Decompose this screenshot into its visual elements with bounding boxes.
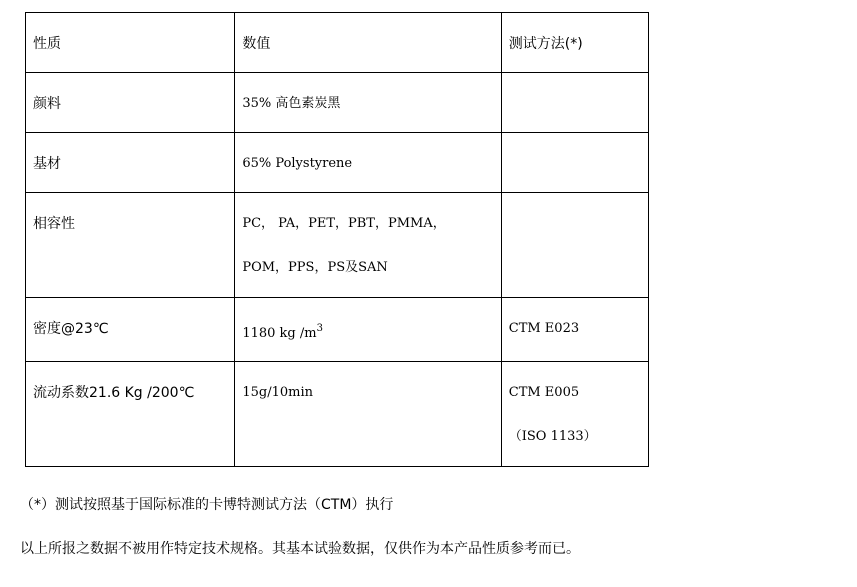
value-main: 1180 kg /m (242, 326, 317, 341)
table-row (26, 362, 649, 467)
method-text-line: （ISO 1133） (508, 429, 597, 444)
value-cell (235, 193, 501, 298)
value-cell (235, 362, 501, 467)
value-text-line: POM，PPS，PS及SAN (242, 260, 388, 275)
value-cell (235, 133, 501, 193)
disclaimer: 以上所报之数据不被用作特定技术规格。其基本试验数据，仅供作为本产品性质参考而已。 (20, 541, 580, 557)
table-row (26, 298, 649, 362)
value-text: 15g/10min (242, 385, 313, 400)
header-cell-property (26, 13, 235, 73)
value-text-line: PC， PA，PET，PBT，PMMA， (242, 216, 446, 231)
footnote: （*）测试按照基于国际标准的卡博特测试方法（CTM）执行 (20, 497, 394, 513)
value-cell (235, 73, 501, 133)
property-label: 基材 (33, 156, 61, 172)
method-text: CTM E023 (508, 321, 580, 336)
method-cell (501, 193, 648, 298)
header-property-label: 性质 (33, 36, 61, 52)
property-label: 颜料 (33, 96, 61, 112)
property-cell (26, 362, 235, 467)
header-cell-method (501, 13, 648, 73)
method-cell (501, 133, 648, 193)
method-text-line: CTM E005 (508, 385, 580, 400)
method-text-block (502, 362, 648, 446)
value-text: 35% 高色素炭黑 (242, 96, 341, 111)
property-label: 流动系数21.6 Kg /200℃ (33, 385, 195, 401)
value-cell (235, 298, 501, 362)
spec-table (25, 12, 649, 467)
header-method-label: 测试方法(*) (508, 36, 583, 52)
method-cell (501, 298, 648, 362)
property-label: 相容性 (33, 216, 75, 232)
value-text: 65% Polystyrene (242, 156, 353, 171)
method-cell (501, 73, 648, 133)
header-value-label: 数值 (242, 36, 271, 52)
value-text (235, 298, 500, 343)
header-cell-value (235, 13, 501, 73)
table-row (26, 73, 649, 133)
method-cell (501, 362, 648, 467)
property-cell (26, 73, 235, 133)
property-cell (26, 193, 235, 298)
table-header-row (26, 13, 649, 73)
value-text-block (235, 193, 500, 277)
property-cell (26, 298, 235, 362)
property-label: 密度@23℃ (33, 321, 109, 337)
table-row (26, 193, 649, 298)
table-row (26, 133, 649, 193)
property-cell (26, 133, 235, 193)
value-superscript: 3 (316, 323, 323, 334)
